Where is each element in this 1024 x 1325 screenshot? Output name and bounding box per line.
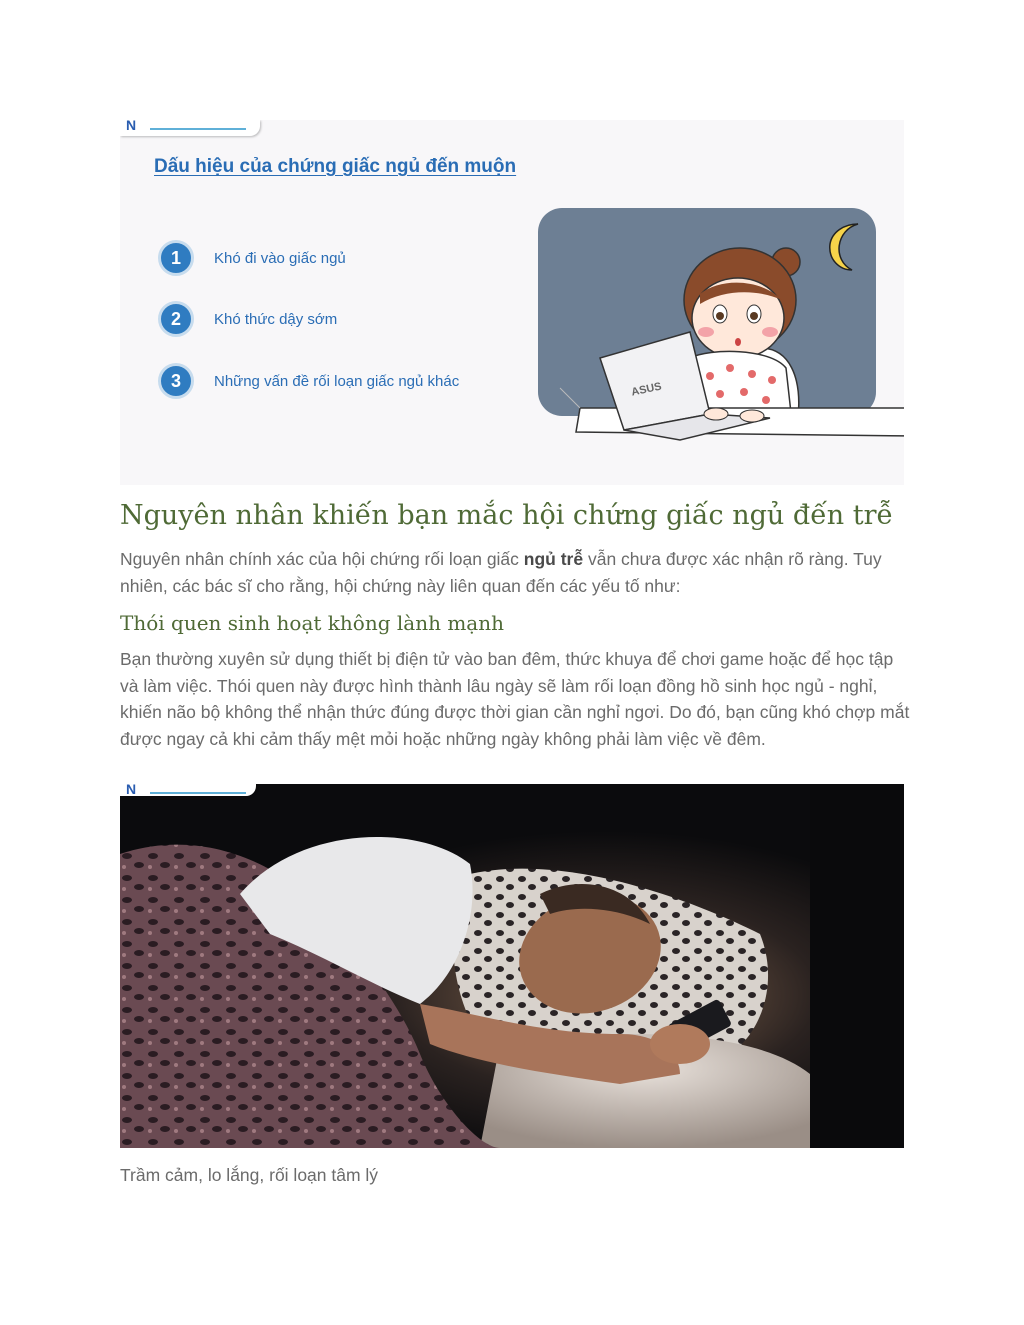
- sign-item-1: [158, 240, 346, 276]
- hand: [740, 410, 764, 422]
- cheek: [762, 327, 778, 337]
- intro-paragraph: [120, 546, 910, 599]
- moon-icon: [830, 224, 858, 270]
- girl-with-laptop-illustration: [540, 208, 904, 485]
- sign-label: Khó thức dậy sớm: [214, 310, 338, 328]
- sign-number-badge: 2: [158, 301, 194, 337]
- intro-text-cont: vẫn chưa được xác nhận rõ ràng. Tuy nhiên, các bác sĩ cho rằng, hội chứng này liên quan đến các yếu tố như:: [120, 549, 882, 596]
- sign-label: Những vấn đề rối loạn giấc ngủ khác: [214, 372, 460, 390]
- sub-heading: Thói quen sinh hoạt không lành mạnh: [120, 611, 504, 635]
- sign-number-badge: 3: [158, 363, 194, 399]
- photo-caption: Trầm cảm, lo lắng, rối loạn tâm lý: [120, 1165, 379, 1185]
- section-heading: Nguyên nhân khiến bạn mắc hội chứng giấc ngủ đến trễ: [120, 500, 894, 531]
- laptop-brand-logo: ASUS: [630, 380, 663, 399]
- photo-illustration: [120, 784, 904, 1148]
- body-paragraph: Bạn thường xuyên sử dụng thiết bị điện tử vào ban đêm, thức khuya để chơi game hoặc để học tập và làm việc. Thói quen này được hình thành lâu ngày sẽ làm rối loạn đồng hồ sinh học ngủ - nghỉ, khiến não bộ không thể nhận thức đúng được thời gian cần nghỉ ngơi. Do đó, bạn cũng khó chợp mắt được ngay cả khi cảm thấy mệt mỏi hoặc những ngày không phải làm việc về đêm.: [120, 649, 910, 749]
- logo-mark: N: [126, 784, 137, 797]
- sleep-signs-infographic: [120, 120, 904, 485]
- mouth: [735, 338, 741, 346]
- intro-text: Nguyên nhân chính xác của hội chứng rối loạn giấc: [120, 549, 524, 569]
- sign-item-3: [158, 363, 459, 399]
- sign-item-2: [158, 301, 337, 337]
- hand: [704, 408, 728, 420]
- cheek: [698, 327, 714, 337]
- sign-label: Khó đi vào giấc ngủ: [214, 249, 346, 267]
- brand-logo: [120, 120, 260, 136]
- infographic-title: Dấu hiệu của chứng giấc ngủ đến muộn: [154, 156, 517, 177]
- keyword-link[interactable]: ngủ trễ: [523, 549, 584, 569]
- brand-logo: [120, 784, 256, 796]
- logo-underline: [150, 792, 246, 794]
- logo-underline: [150, 128, 246, 130]
- sign-number-badge: 1: [158, 240, 194, 276]
- man-using-phone-in-bed-photo: [120, 784, 904, 1148]
- hand: [650, 1024, 710, 1064]
- logo-mark: N: [126, 120, 137, 133]
